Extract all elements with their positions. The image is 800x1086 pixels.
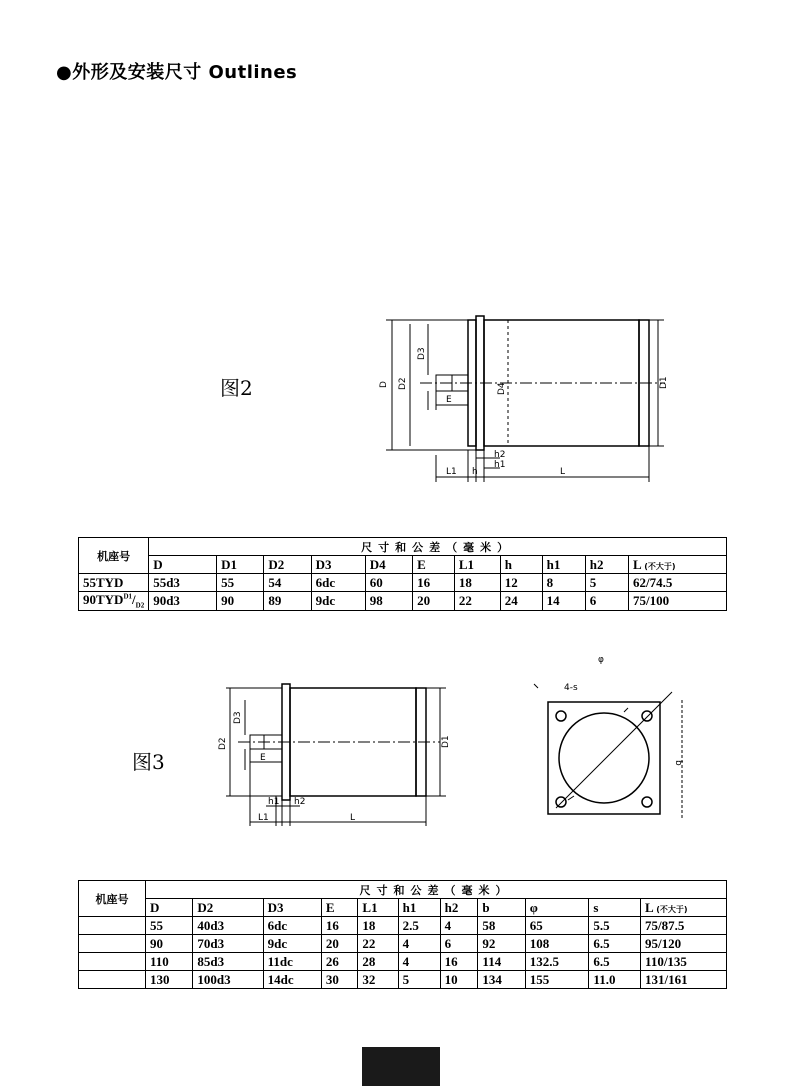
fig3-dim-b: b: [673, 760, 683, 766]
table2-col: h1: [398, 899, 440, 917]
table2-col: s: [589, 899, 641, 917]
table1-col-L: L (不大于): [628, 556, 726, 574]
table-row: $90TYD^{D1}/_{D2}$ 90d3 90 89 9dc 98 20 22 24 14 6 75/100: [79, 592, 727, 611]
fig3-dim-D3: D3: [233, 711, 243, 724]
fig2-dim-h2: h2: [494, 450, 506, 460]
fig2-dim-D4: D4: [497, 382, 507, 395]
table-row: 110 85d3 11dc 26 28 4 16 114 132.5 6.5 110/135: [79, 953, 727, 971]
spec-table-2: [78, 880, 727, 989]
table1-col: E: [413, 556, 455, 574]
fig3-dim-h1: h1: [268, 797, 280, 807]
table1-col: D1: [217, 556, 264, 574]
fig2-dim-E: E: [446, 395, 452, 405]
fig3-dim-E: E: [260, 753, 266, 763]
fig2-dim-D: D: [379, 381, 389, 388]
page-footer-block: [362, 1047, 440, 1086]
fig3-dim-h2: h2: [294, 797, 306, 807]
section-heading: ●外形及安装尺寸 Outlines: [56, 62, 298, 83]
figure-3-label: 图3: [132, 750, 165, 774]
table1-col: D3: [311, 556, 365, 574]
fig3-dim-L: L: [350, 813, 356, 823]
fig3-dim-s: 4-s: [564, 683, 578, 693]
table1-col: D4: [365, 556, 412, 574]
fig3-dim-D2: D2: [218, 737, 228, 750]
table2-col-L: L (不大于): [641, 899, 727, 917]
table2-col: L1: [358, 899, 398, 917]
fig3-dim-D1: D1: [441, 735, 451, 748]
table2-col: D: [146, 899, 193, 917]
table2-model-header: 机座号: [79, 881, 146, 917]
table2-col: E: [321, 899, 358, 917]
table2-dim-header: 尺寸和公差（毫米）: [146, 881, 727, 899]
fig3-dim-L1: L1: [258, 813, 269, 823]
table-row: 130 100d3 14dc 30 32 5 10 134 155 11.0 131/161: [79, 971, 727, 989]
fig2-dim-D3: D3: [417, 347, 427, 360]
table1-col: L1: [454, 556, 500, 574]
table1-col: D2: [264, 556, 311, 574]
table2-col: D2: [193, 899, 263, 917]
table2-col: h2: [440, 899, 478, 917]
table1-col: h1: [542, 556, 585, 574]
fig2-dim-h: h: [472, 467, 478, 477]
table2-col: φ: [525, 899, 589, 917]
table1-col: D: [149, 556, 217, 574]
fig2-dim-D2: D2: [398, 377, 408, 390]
fig2-dim-L1: L1: [446, 467, 457, 477]
table1-dim-header: 尺寸和公差（毫米）: [149, 538, 727, 556]
fig2-dim-h1: h1: [494, 460, 506, 470]
figure-2-label: 图2: [220, 376, 253, 400]
table2-col: b: [478, 899, 525, 917]
fig2-dim-L: L: [560, 467, 566, 477]
table2-col: D3: [263, 899, 321, 917]
table-row: 55 40d3 6dc 16 18 2.5 4 58 65 5.5 75/87.5: [79, 917, 727, 935]
table-row: 90 70d3 9dc 20 22 4 6 92 108 6.5 95/120: [79, 935, 727, 953]
table1-col: h: [500, 556, 542, 574]
table-row: 55TYD 55d3 55 54 6dc 60 16 18 12 8 5 62/74.5: [79, 574, 727, 592]
table1-model-header: 机座号: [79, 538, 149, 574]
table1-col: h2: [585, 556, 628, 574]
fig3-dim-phi: φ: [598, 655, 604, 665]
fig2-dim-D1: D1: [659, 376, 669, 389]
